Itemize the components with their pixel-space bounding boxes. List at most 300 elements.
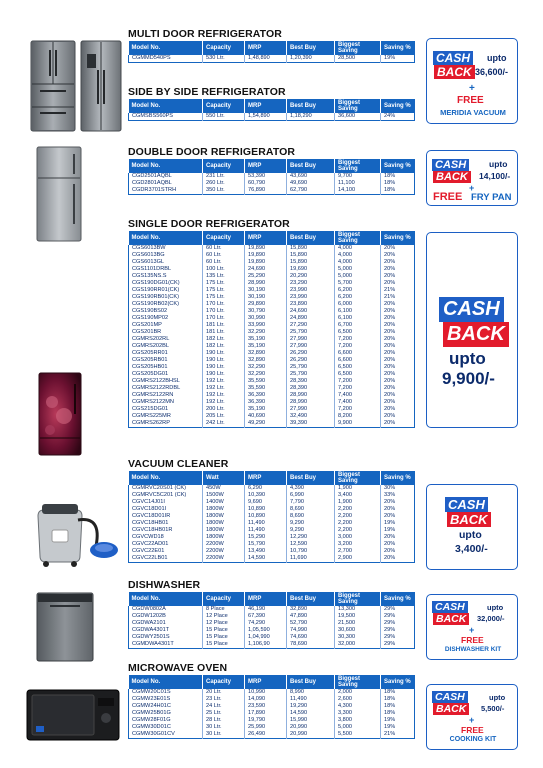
table-cell: 12,290 (287, 534, 335, 541)
table-cell: 20% (384, 259, 396, 266)
table-cell: 9,900 (335, 420, 381, 427)
table-cell: 40,690 (245, 413, 287, 420)
col-header: Best Buy (287, 592, 335, 606)
table-cell: CGS135NS.S (129, 273, 203, 280)
table-cell: 21,500 (335, 620, 381, 627)
side-by-side-section (128, 86, 414, 121)
col-header: Saving % (381, 99, 415, 113)
table-row (129, 180, 415, 187)
table-cell: 8,690 (287, 513, 335, 520)
table-cell: 20% (384, 343, 396, 350)
col-header: Biggest Saving (335, 471, 381, 485)
table-row (129, 520, 415, 527)
table-cell: 530 Ltr. (203, 55, 245, 62)
table-cell: 20% (384, 273, 396, 280)
table-cell: 1,54,890 (245, 113, 287, 120)
table-cell: 205 Ltr. (203, 413, 245, 420)
table-cell: 23,590 (245, 703, 287, 710)
col-header: Saving % (381, 41, 415, 55)
table-cell: 6,500 (335, 364, 381, 371)
microwave-table (128, 675, 415, 739)
table-cell: 175 Ltr. (203, 280, 245, 287)
table-cell: 6,290 (245, 485, 287, 492)
table-cell: 7,200 (335, 343, 381, 350)
table-cell: 29% (384, 641, 396, 647)
col-header: Saving % (381, 592, 415, 606)
cashback-cash-label: CASH (439, 297, 504, 322)
table-cell: CGMRS2122MN (129, 399, 203, 406)
col-header: Capacity (203, 592, 245, 606)
cashback-back-label: BACK (433, 171, 471, 183)
col-header: Model No. (129, 471, 203, 485)
table-cell: 2,000 (335, 689, 381, 696)
table-cell: CGS201BR (129, 329, 203, 336)
table-cell: 19,890 (245, 252, 287, 259)
table-cell: 46,190 (245, 606, 287, 613)
table-cell: 20% (384, 420, 396, 426)
table-cell: 28 Ltr. (203, 717, 245, 724)
offer-free-item: FRY PAN (471, 192, 512, 203)
table-cell: 26,290 (287, 357, 335, 364)
table-cell: 170 Ltr. (203, 315, 245, 322)
table-cell: 100 Ltr. (203, 266, 245, 273)
table-cell: 3,800 (335, 717, 381, 724)
col-header: Best Buy (287, 471, 335, 485)
table-row (129, 689, 415, 696)
table-row (129, 113, 415, 120)
table-cell: 6,100 (335, 315, 381, 322)
table-cell: 20% (384, 406, 396, 413)
table-cell: 23,990 (287, 287, 335, 294)
table-body (129, 689, 415, 738)
table-cell: CGS1101DRBL (129, 266, 203, 273)
table-cell: 10,890 (245, 513, 287, 520)
table-row (129, 620, 415, 627)
table-row (129, 492, 415, 499)
table-cell: 49,690 (287, 180, 335, 187)
table-cell: 6,990 (287, 492, 335, 499)
col-header: Model No. (129, 592, 203, 606)
table-cell: 15 Place (203, 634, 245, 641)
table-cell: 6,500 (335, 329, 381, 336)
table-cell: 21% (384, 294, 396, 301)
table-row (129, 343, 415, 350)
table-cell: 30 Ltr. (203, 731, 245, 738)
table-cell: 12 Place (203, 613, 245, 620)
table-cell: 9,290 (287, 527, 335, 534)
table-cell: CGS205DG01 (129, 371, 203, 378)
table-cell: CGS190RB01(CK) (129, 294, 203, 301)
table-cell: 1,04,990 (245, 634, 287, 641)
table-cell: 15,890 (287, 259, 335, 266)
table-cell: 27,290 (287, 322, 335, 329)
table-cell: 12 Place (203, 620, 245, 627)
table-cell: 20% (384, 541, 396, 548)
table-cell: 74,690 (287, 634, 335, 641)
col-header: Capacity (203, 231, 245, 245)
table-cell: CGS205RB01 (129, 357, 203, 364)
table-cell: 32,290 (245, 364, 287, 371)
single-door-table (128, 231, 415, 428)
table-row (129, 55, 415, 62)
table-row (129, 555, 415, 562)
table-cell: CGD2501AQBL (129, 173, 203, 180)
table-cell: 27,990 (287, 336, 335, 343)
table-cell: 3,000 (335, 534, 381, 541)
table-cell: 25,790 (287, 364, 335, 371)
table-row (129, 308, 415, 315)
table-row (129, 336, 415, 343)
table-cell: 11,490 (287, 696, 335, 703)
section-title: DISHWASHER (128, 579, 201, 591)
table-cell: 9,290 (287, 520, 335, 527)
table-cell: 74,990 (287, 627, 335, 634)
multi-door-section (128, 28, 414, 63)
table-cell: 1500W (203, 492, 245, 499)
table-cell: 67,390 (245, 613, 287, 620)
table-cell: 2200W (203, 541, 245, 548)
table-cell: 28,990 (245, 280, 287, 287)
table-row (129, 273, 415, 280)
col-header: MRP (245, 159, 287, 173)
table-cell: 4,390 (287, 485, 335, 492)
single-door-fridge-image (38, 372, 82, 456)
table-cell: 18% (384, 689, 396, 696)
col-header: MRP (245, 592, 287, 606)
table-cell: 20% (384, 308, 396, 315)
table-cell: 29% (384, 606, 396, 613)
table-cell: CGVC22AD01 (129, 541, 203, 548)
cashback-cash-label: CASH (432, 691, 468, 703)
table-cell: 3,200 (335, 541, 381, 548)
table-cell: 20% (384, 266, 396, 273)
col-header: MRP (245, 471, 287, 485)
table-body (129, 173, 415, 194)
table-cell: CGMSBS560PS (129, 113, 203, 120)
table-cell: 18% (384, 187, 396, 193)
cashback-cash-label: CASH (432, 159, 469, 171)
table-row (129, 173, 415, 180)
table-cell: 49,290 (245, 420, 287, 427)
table-cell: 14,100 (335, 187, 381, 194)
table-cell: 20% (384, 399, 396, 406)
table-cell: 14,090 (245, 696, 287, 703)
col-header: Best Buy (287, 159, 335, 173)
table-cell: CGS215DG01 (129, 406, 203, 413)
table-cell: 5,000 (335, 266, 381, 273)
table-cell: CGVC14J01I (129, 499, 203, 506)
col-header: MRP (245, 41, 287, 55)
table-cell: 135 Ltr. (203, 273, 245, 280)
col-header: Biggest Saving (335, 592, 381, 606)
table-cell: 7,200 (335, 336, 381, 343)
table-cell: 13,490 (245, 548, 287, 555)
table-cell: CGMRS262RP (129, 420, 203, 427)
table-cell: 32,890 (287, 606, 335, 613)
table-cell: 1,900 (335, 485, 381, 492)
table-cell: CGDWA2101 (129, 620, 203, 627)
cashback-cash-label: CASH (432, 601, 468, 613)
table-row (129, 245, 415, 252)
side-by-side-table (128, 99, 415, 121)
col-header: Saving % (381, 675, 415, 689)
offer-upto: upto (487, 53, 507, 63)
table-cell: 170 Ltr. (203, 301, 245, 308)
table-row (129, 506, 415, 513)
table-cell: 6,500 (335, 371, 381, 378)
table-cell: 19% (384, 527, 396, 534)
table-cell: 192 Ltr. (203, 385, 245, 392)
table-row (129, 513, 415, 520)
table-cell: 7,400 (335, 392, 381, 399)
offer-free-item: COOKING KIT (449, 736, 497, 743)
dishwasher-section (128, 579, 414, 649)
table-row (129, 350, 415, 357)
table-cell: CGMW20C01S (129, 689, 203, 696)
offer-amount: 32,000/- (477, 614, 505, 623)
table-row (129, 413, 415, 420)
table-cell: 32,890 (245, 350, 287, 357)
table-row (129, 731, 415, 738)
table-cell: 28,390 (287, 385, 335, 392)
section-title: SINGLE DOOR REFRIGERATOR (128, 218, 290, 230)
col-header: Model No. (129, 41, 203, 55)
table-cell: 33,990 (245, 322, 287, 329)
offer-double-door (426, 150, 518, 206)
table-cell: 6,600 (335, 357, 381, 364)
table-cell: 19% (384, 717, 396, 724)
cashback-cash-label: CASH (433, 51, 473, 65)
table-cell: 11,690 (287, 555, 335, 562)
table-cell: 450W (203, 485, 245, 492)
table-cell: 12,590 (287, 541, 335, 548)
table-cell: 19,890 (245, 259, 287, 266)
table-cell: 62,790 (287, 187, 335, 194)
table-cell: 18% (384, 173, 396, 180)
table-row (129, 294, 415, 301)
offer-amount: 3,400/- (455, 543, 488, 555)
table-cell: CGMW25B01G (129, 710, 203, 717)
table-cell: 29,890 (245, 301, 287, 308)
table-cell: 60 Ltr. (203, 252, 245, 259)
offer-plus: + (469, 183, 475, 193)
table-cell: 5,700 (335, 280, 381, 287)
table-cell: 242 Ltr. (203, 420, 245, 427)
table-cell: 19,790 (245, 717, 287, 724)
single-door-section (128, 218, 414, 428)
table-cell: CGMRS2122RDBL (129, 385, 203, 392)
offer-dishwasher (426, 594, 518, 660)
table-cell: CGMW24H01C (129, 703, 203, 710)
table-cell: 25 Ltr. (203, 710, 245, 717)
table-cell: 8,200 (335, 413, 381, 420)
table-cell: 17,890 (245, 710, 287, 717)
offer-amount: 5,500/- (481, 704, 505, 713)
table-cell: 20% (384, 322, 396, 329)
table-cell: 26,290 (287, 350, 335, 357)
table-row (129, 187, 415, 194)
table-cell: CGMRS2122RN (129, 392, 203, 399)
table-cell: 20% (384, 350, 396, 357)
multi-door-table (128, 41, 415, 63)
microwave-section (128, 662, 414, 739)
offer-upto: upto (487, 603, 504, 612)
table-cell: CGS205RR01 (129, 350, 203, 357)
table-cell: 4,300 (335, 703, 381, 710)
table-cell: 1,05,590 (245, 627, 287, 634)
table-cell: 30% (384, 485, 396, 492)
col-header: Biggest Saving (335, 231, 381, 245)
table-cell: 1,18,290 (287, 113, 335, 120)
table-cell: 20% (384, 392, 396, 399)
offer-free: FREE (461, 635, 484, 645)
table-cell: 3,300 (335, 710, 381, 717)
table-cell: 7,200 (335, 378, 381, 385)
cashback-cash-label: CASH (445, 497, 488, 512)
table-cell: 20% (384, 357, 396, 364)
section-title: VACUUM CLEANER (128, 458, 229, 470)
table-cell: 181 Ltr. (203, 322, 245, 329)
table-cell: 18% (384, 180, 396, 187)
table-cell: 20,990 (287, 724, 335, 731)
table-cell: CGMDWA4301T (129, 641, 203, 648)
table-cell: 1800W (203, 506, 245, 513)
table-cell: 7,790 (287, 499, 335, 506)
table-row (129, 499, 415, 506)
table-body (129, 606, 415, 648)
table-cell: 10,390 (245, 492, 287, 499)
table-cell: CGD2801AQBL (129, 180, 203, 187)
table-cell: 2200W (203, 548, 245, 555)
table-cell: CGVC22LB01 (129, 555, 203, 562)
table-cell: 1800W (203, 534, 245, 541)
table-row (129, 371, 415, 378)
col-header: Best Buy (287, 675, 335, 689)
table-cell: 1,106,90 (245, 641, 287, 648)
offer-plus: + (469, 625, 475, 635)
table-row (129, 634, 415, 641)
table-cell: CGDWA4301T (129, 627, 203, 634)
table-row (129, 420, 415, 427)
table-cell: 1,900 (335, 499, 381, 506)
table-cell: 20% (384, 336, 396, 343)
table-cell: 15,290 (245, 534, 287, 541)
table-row (129, 606, 415, 613)
col-header: Watt (203, 471, 245, 485)
table-cell: 30,300 (335, 634, 381, 641)
table-cell: CGMRS225MR (129, 413, 203, 420)
table-cell: 35,190 (245, 406, 287, 413)
col-header: Biggest Saving (335, 41, 381, 55)
col-header: Best Buy (287, 231, 335, 245)
table-cell: 192 Ltr. (203, 392, 245, 399)
table-cell: 20% (384, 534, 396, 541)
table-cell: 15,990 (287, 717, 335, 724)
table-cell: 29% (384, 620, 396, 627)
table-cell: 25,290 (245, 273, 287, 280)
table-cell: 13,300 (335, 606, 381, 613)
table-cell: 36,600 (335, 113, 381, 120)
table-cell: 170 Ltr. (203, 308, 245, 315)
table-cell: 20% (384, 280, 396, 287)
table-cell: 19,290 (287, 703, 335, 710)
table-cell: 192 Ltr. (203, 378, 245, 385)
table-cell: CGDW0802A (129, 606, 203, 613)
table-cell: 20% (384, 555, 396, 561)
table-cell: 5,500 (335, 731, 381, 738)
table-cell: 29% (384, 613, 396, 620)
table-cell: 23 Ltr. (203, 696, 245, 703)
table-cell: 74,290 (245, 620, 287, 627)
table-cell: 32,890 (245, 357, 287, 364)
table-cell: 27,990 (287, 343, 335, 350)
table-cell: 182 Ltr. (203, 343, 245, 350)
table-cell: 20,990 (287, 731, 335, 738)
table-cell: CGMRVC5C201 (CK) (129, 492, 203, 499)
table-cell: 25,990 (245, 724, 287, 731)
table-cell: 3,400 (335, 492, 381, 499)
table-cell: 10,990 (245, 689, 287, 696)
table-cell: CGS201MP (129, 322, 203, 329)
table-cell: 36,390 (245, 399, 287, 406)
table-cell: 21% (384, 287, 396, 294)
table-cell: 1800W (203, 520, 245, 527)
table-cell: 1,20,390 (287, 55, 335, 62)
table-cell: 60 Ltr. (203, 245, 245, 252)
microwave-image (26, 686, 120, 744)
col-header: MRP (245, 231, 287, 245)
table-row (129, 252, 415, 259)
table-cell: 20% (384, 413, 396, 420)
table-cell: 19,500 (335, 613, 381, 620)
table-cell: 20% (384, 506, 396, 513)
table-cell: 9,690 (245, 499, 287, 506)
double-door-table (128, 159, 415, 195)
table-cell: 8,690 (287, 506, 335, 513)
table-cell: 76,890 (245, 187, 287, 194)
table-cell: 30,190 (245, 287, 287, 294)
col-header: Biggest Saving (335, 675, 381, 689)
table-cell: 47,890 (287, 613, 335, 620)
table-cell: 39,390 (287, 420, 335, 427)
table-cell: 32,000 (335, 641, 381, 648)
offer-free: FREE (461, 725, 484, 735)
col-header: Biggest Saving (335, 159, 381, 173)
table-cell: 32,490 (287, 413, 335, 420)
col-header: Model No. (129, 675, 203, 689)
table-row (129, 406, 415, 413)
table-cell: 32,290 (245, 329, 287, 336)
table-cell: 24,690 (245, 266, 287, 273)
cashback-back-label: BACK (434, 65, 475, 79)
table-cell: CGVC22E01 (129, 548, 203, 555)
table-row (129, 724, 415, 731)
table-cell: 4,000 (335, 252, 381, 259)
table-cell: 11,490 (245, 520, 287, 527)
table-cell: 200 Ltr. (203, 406, 245, 413)
offer-upto: upto (449, 349, 486, 368)
table-row (129, 287, 415, 294)
table-cell: 78,690 (287, 641, 335, 648)
vacuum-table (128, 471, 415, 563)
table-cell: 18% (384, 710, 396, 717)
table-cell: CGS6013BW (129, 245, 203, 252)
dishwasher-table (128, 592, 415, 649)
table-cell: 2,200 (335, 520, 381, 527)
dishwasher-image (36, 592, 94, 662)
table-cell: 7,200 (335, 385, 381, 392)
table-cell: 10,790 (287, 548, 335, 555)
